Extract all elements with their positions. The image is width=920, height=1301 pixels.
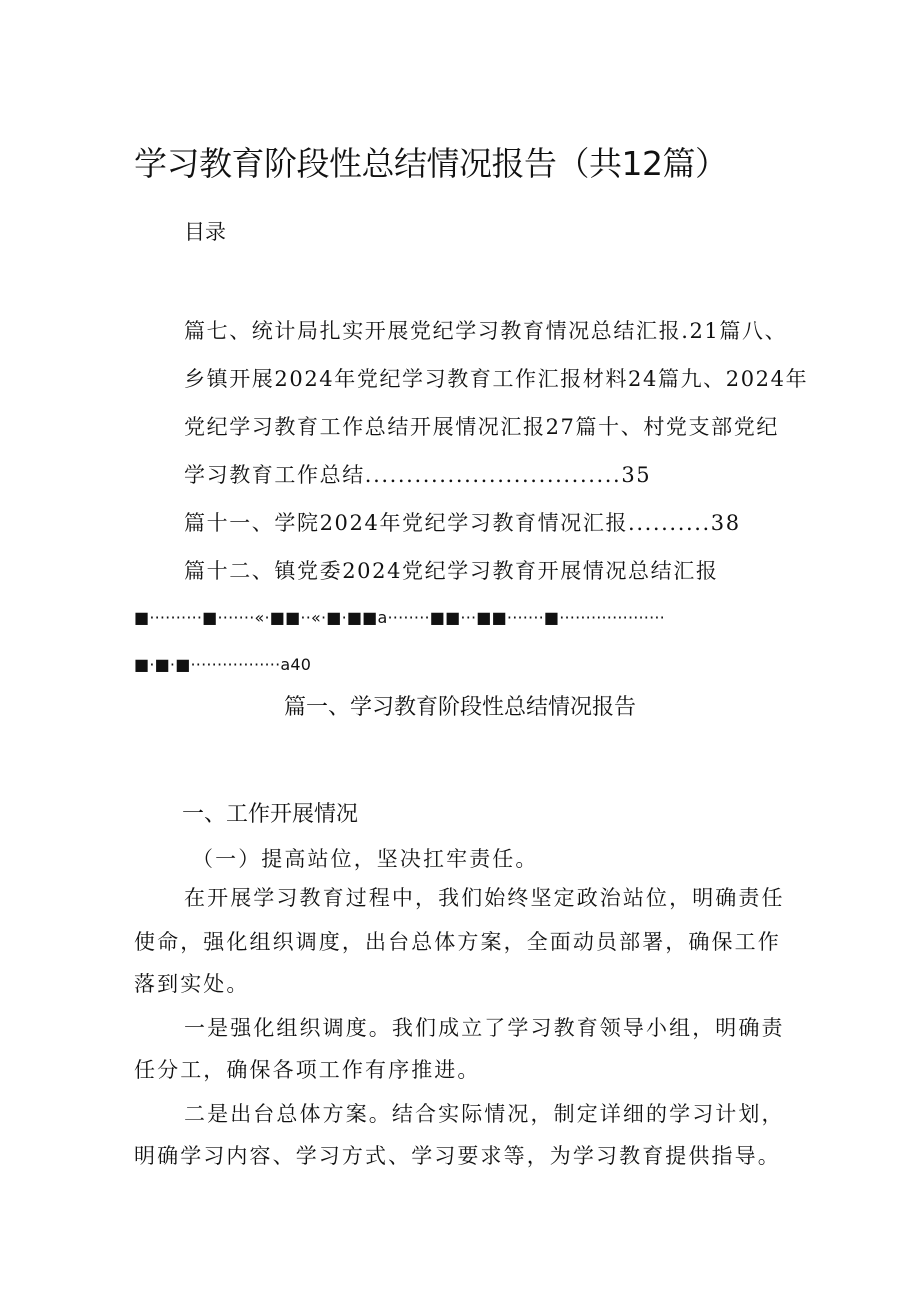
heading-level-1: 一、工作开展情况 (182, 802, 359, 827)
subheading: （一）提高站位，坚决扛牢责任。 (192, 847, 539, 871)
toc-line: 党纪学习教育工作总结开展情况汇报27篇十、村党支部党纪 (184, 415, 779, 439)
toc-line: 篇十二、镇党委2024党纪学习教育开展情况总结汇报 (184, 559, 719, 583)
garbled-toc-line: ■··········■·······«·■■··«·■·■■a········■■···■■·······■···················· (134, 608, 665, 627)
garbled-toc-line: ■·■·■·················a40 (134, 655, 312, 674)
paragraph-line: 一是强化组织调度。我们成立了学习教育领导小组，明确责 (184, 1016, 785, 1040)
paragraph-line: 在开展学习教育过程中，我们始终坚定政治站位，明确责任 (184, 886, 785, 910)
toc-line: 篇七、统计局扎实开展党纪学习教育情况总结汇报.21篇八、 (184, 319, 788, 343)
section-title: 篇一、学习教育阶段性总结情况报告 (283, 695, 636, 720)
toc-line: 乡镇开展2024年党纪学习教育工作汇报材料24篇九、2024年 (184, 367, 809, 391)
paragraph-line: 明确学习内容、学习方式、学习要求等，为学习教育提供指导。 (134, 1144, 781, 1168)
paragraph-line: 任分工，确保各项工作有序推进。 (134, 1058, 481, 1082)
toc-line: 篇十一、学院2024年党纪学习教育情况汇报..........38 (184, 511, 741, 535)
toc-label: 目录 (184, 220, 226, 244)
document-title: 学习教育阶段性总结情况报告（共12篇） (134, 144, 728, 183)
paragraph-line: 落到实处。 (134, 972, 250, 996)
paragraph-line: 二是出台总体方案。结合实际情况，制定详细的学习计划， (184, 1102, 785, 1126)
toc-line: 学习教育工作总结...............................35 (184, 463, 652, 487)
paragraph-line: 使命，强化组织调度，出台总体方案，全面动员部署，确保工作 (134, 930, 781, 954)
